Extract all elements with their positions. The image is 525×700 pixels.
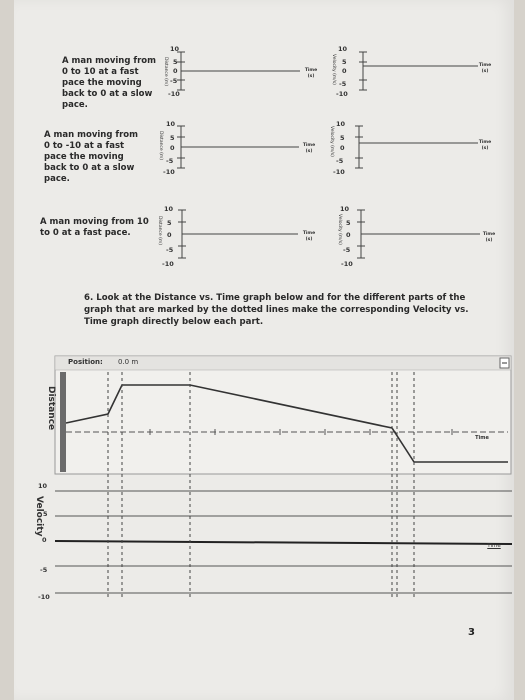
r1-d-tick-10: 10 (170, 45, 180, 53)
r3-d-tick-m5: -5 (166, 246, 174, 254)
velocity-zero-axis (55, 541, 512, 544)
r2-d-time-label: Time (s) (302, 143, 316, 154)
r3-d-tick-0: 0 (167, 231, 172, 239)
position-time-label: Time (475, 435, 489, 441)
r3-d-tick-10: 10 (164, 205, 174, 213)
velocity-tick-m10: -10 (38, 593, 50, 601)
position-yaxis-bar (60, 372, 66, 472)
question-6-text: 6. Look at the Distance vs. Time graph below and for the different parts of the graph that are marked by the dotted lines make the corresponding Velocity vs. Time graph directly below each part. (84, 293, 469, 327)
r3-v-tick-0: 0 (346, 231, 351, 239)
r1-d-tick-0: 0 (173, 67, 178, 75)
r2-d-tick-0: 0 (170, 144, 175, 152)
velocity-axis-title: Velocity (34, 496, 44, 537)
velocity-tick-10: 10 (38, 482, 48, 490)
velocity-tick-5: 5 (43, 510, 48, 518)
r2-velocity-label: Velocity (m/s) (329, 126, 334, 157)
r1-d-time-label: Time (s) (304, 68, 318, 79)
distance-axis-title: Distance (46, 386, 56, 431)
r2-d-tick-5: 5 (170, 134, 175, 142)
scenario-1-text: A man moving from 0 to 10 at a fast pace the moving back to 0 at a slow pace. (62, 56, 156, 110)
r1-v-tick-0: 0 (342, 67, 347, 75)
r3-v-tick-m5: -5 (343, 246, 351, 254)
r3-v-tick-10: 10 (340, 205, 350, 213)
position-graph-frame (55, 356, 511, 474)
r2-d-tick-m5: -5 (166, 157, 174, 165)
r2-v-tick-0: 0 (340, 144, 345, 152)
page-number: 3 (468, 627, 475, 638)
r3-d-time-label: Time (s) (302, 231, 316, 242)
r2-d-tick-m10: -10 (163, 168, 175, 176)
r3-velocity-label: Velocity (m/s) (337, 214, 342, 245)
r3-d-tick-5: 5 (167, 219, 172, 227)
r1-d-tick-5: 5 (173, 58, 178, 66)
r1-v-tick-m5: -5 (339, 80, 347, 88)
r1-v-time-label: Time (s) (478, 63, 492, 74)
scenario-2-text: A man moving from 0 to -10 at a fast pace the moving back to 0 at a slow pace. (44, 130, 138, 184)
r1-d-tick-m5: -5 (170, 77, 178, 85)
position-label: Position: (68, 358, 103, 366)
r3-v-tick-m10: -10 (341, 260, 353, 268)
r1-velocity-label: Velocity (m/s) (331, 54, 336, 85)
r2-v-tick-m10: -10 (333, 168, 345, 176)
r1-v-tick-10: 10 (338, 45, 348, 53)
velocity-time-label: Time (487, 543, 501, 549)
r1-d-tick-m10: -10 (168, 90, 180, 98)
r2-v-tick-m5: -5 (336, 157, 344, 165)
r3-d-tick-m10: -10 (162, 260, 174, 268)
velocity-tick-m5: -5 (40, 566, 48, 574)
r2-v-tick-10: 10 (336, 120, 346, 128)
r3-v-tick-5: 5 (346, 219, 351, 227)
r2-v-tick-5: 5 (340, 134, 345, 142)
scenario-3-text: A man moving from 10 to 0 at a fast pace. (40, 217, 149, 238)
r3-v-time-label: Time (s) (482, 232, 496, 243)
r2-v-time-label: Time (s) (478, 140, 492, 151)
r3-distance-label: Distance (m) (157, 216, 162, 246)
r1-v-tick-m10: -10 (336, 90, 348, 98)
r1-v-tick-5: 5 (342, 58, 347, 66)
position-readout: 0.0 m (118, 358, 139, 366)
r2-distance-label: Distance (m) (158, 131, 163, 161)
r1-distance-label: Distance (m) (163, 57, 168, 87)
velocity-tick-0: 0 (42, 536, 47, 544)
r2-d-tick-10: 10 (166, 120, 176, 128)
